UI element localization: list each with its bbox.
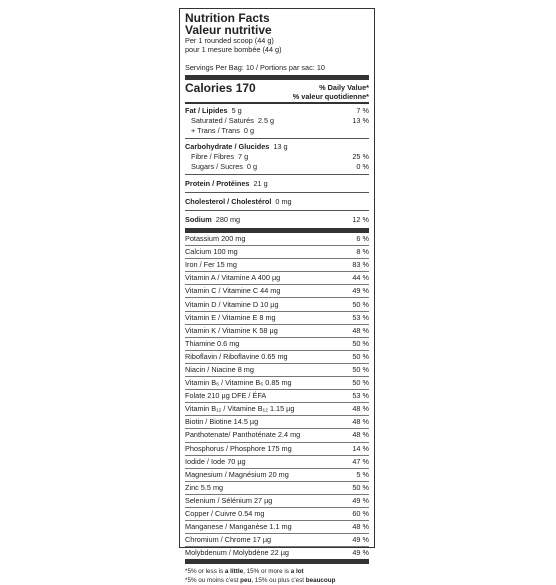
micronutrient-label: Niacin / Niacine 8 mg (185, 364, 254, 374)
micronutrient-dv: 50 % (352, 364, 369, 374)
micronutrient-dv: 14 % (352, 443, 369, 453)
protein-amount: 21 g (253, 179, 268, 188)
nutrition-facts-label (179, 8, 375, 585)
micronutrient-dv: 48 % (352, 404, 369, 414)
micronutrient-row (185, 468, 369, 481)
micronutrient-label: Riboflavin / Riboflavine 0.65 mg (185, 351, 288, 361)
carbohydrate-row (185, 139, 369, 152)
micronutrient-label: Manganese / Manganèse 1.1 mg (185, 522, 292, 532)
micronutrient-dv: 49 % (352, 286, 369, 296)
micronutrient-row (185, 402, 369, 415)
micronutrient-dv: 48 % (352, 522, 369, 532)
micronutrient-list (185, 233, 369, 559)
sugars-amount: 0 g (246, 162, 258, 171)
micronutrient-label: Iron / Fer 15 mg (185, 260, 237, 270)
footnote-fr: *5% ou moins c'est peu, 15% ou plus c'est beaucoup (185, 577, 336, 585)
micronutrient-row (185, 363, 369, 376)
micronutrient-dv: 48 % (352, 325, 369, 335)
fat-amount: 5 g (231, 106, 242, 115)
micronutrient-label: Vitamin K / Vitamine K 58 µg (185, 325, 278, 335)
fat-dv: 7 % (356, 106, 369, 115)
micronutrient-dv: 44 % (352, 273, 369, 283)
fibre-amount: 7 g (237, 152, 249, 161)
micronutrient-row (185, 233, 369, 245)
trans-row (185, 126, 369, 138)
carbohydrate-amount: 13 g (273, 142, 288, 151)
sugars-dv: 0 % (356, 162, 369, 171)
micronutrient-label: Zinc 5.5 mg (185, 482, 224, 492)
carbohydrate-label: Carbohydrate / Glucides (185, 142, 270, 151)
serving-size-en: Per 1 rounded scoop (44 g) (185, 36, 274, 45)
sugars-label: Sugars / Sucres (191, 162, 243, 171)
micronutrient-row (185, 520, 369, 533)
saturated-amount: 2.5 g (257, 116, 275, 125)
saturated-label: Saturated / Saturés (191, 116, 254, 125)
title-fr: Valeur nutritive (185, 23, 272, 37)
micronutrient-label: Phosphorus / Phosphore 175 mg (185, 443, 292, 453)
micronutrient-row (185, 546, 369, 559)
micronutrient-label: Molybdenum / Molybdène 22 µg (185, 548, 289, 558)
cholesterol-label: Cholesterol / Cholestérol (185, 197, 272, 206)
servings-per-bag: Servings Per Bag: 10 / Portions par sac: 10 (185, 63, 325, 72)
micronutrient-row (185, 481, 369, 494)
micronutrient-row (185, 376, 369, 389)
micronutrient-label: Folate 210 µg DFE / ÉFA (185, 391, 267, 401)
micronutrient-label: Copper / Cuivre 0.54 mg (185, 509, 265, 519)
micronutrient-label: Vitamin B₆ / Vitamine B₆ 0.85 mg (185, 378, 292, 388)
micronutrient-dv: 5 % (356, 469, 369, 479)
cholesterol-amount: 0 mg (275, 197, 292, 206)
micronutrient-label: Vitamin E / Vitamine E 8 mg (185, 312, 276, 322)
micronutrient-row (185, 494, 369, 507)
fat-label: Fat / Lipides (185, 106, 228, 115)
micronutrient-label: Panthotenate/ Panthoténate 2.4 mg (185, 430, 301, 440)
micronutrient-row (185, 284, 369, 297)
micronutrient-row (185, 311, 369, 324)
micronutrient-label: Vitamin B₁₂ / Vitamine B₁₂ 1.15 µg (185, 404, 295, 414)
micronutrient-row (185, 350, 369, 363)
micronutrient-dv: 50 % (352, 338, 369, 348)
micronutrient-label: Biotin / Biotine 14.5 µg (185, 417, 259, 427)
micronutrient-row (185, 324, 369, 337)
micronutrient-dv: 60 % (352, 509, 369, 519)
sodium-row (185, 211, 369, 228)
sodium-amount: 280 mg (215, 215, 241, 224)
sodium-dv: 12 % (352, 215, 369, 224)
micronutrient-dv: 8 % (356, 247, 369, 257)
micronutrient-label: Calcium 100 mg (185, 247, 238, 257)
micronutrient-row (185, 455, 369, 468)
micronutrient-dv: 6 % (356, 234, 369, 244)
sugars-row (185, 162, 369, 174)
protein-row (185, 175, 369, 192)
serving-size-fr: pour 1 mesure bombée (44 g) (185, 45, 282, 54)
micronutrient-dv: 49 % (352, 548, 369, 558)
micronutrient-dv: 53 % (352, 312, 369, 322)
micronutrient-dv: 83 % (352, 260, 369, 270)
daily-value-heading-en: % Daily Value* (319, 83, 369, 92)
daily-value-heading-fr: % valeur quotidienne* (292, 92, 369, 101)
micronutrient-label: Vitamin A / Vitamine A 400 µg (185, 273, 281, 283)
fibre-label: Fibre / Fibres (191, 152, 234, 161)
fibre-row (185, 152, 369, 162)
micronutrient-label: Vitamin D / Vitamine D 10 µg (185, 299, 279, 309)
micronutrient-row (185, 533, 369, 546)
fibre-dv: 25 % (352, 152, 369, 161)
micronutrient-row (185, 389, 369, 402)
micronutrient-row (185, 245, 369, 258)
micronutrient-row (185, 271, 369, 284)
footnote-en: *5% or less is a little, 15% or more is a lot (185, 568, 304, 576)
micronutrient-row (185, 442, 369, 455)
micronutrient-dv: 50 % (352, 351, 369, 361)
micronutrient-dv: 53 % (352, 391, 369, 401)
micronutrient-label: Magnesium / Magnésium 20 mg (185, 469, 289, 479)
micronutrient-dv: 50 % (352, 378, 369, 388)
micronutrient-dv: 50 % (352, 299, 369, 309)
micronutrient-label: Iodide / Iode 70 µg (185, 456, 246, 466)
micronutrient-dv: 47 % (352, 456, 369, 466)
cholesterol-row (185, 193, 369, 210)
micronutrient-label: Selenium / Sélénium 27 µg (185, 495, 273, 505)
footnote (185, 564, 369, 585)
protein-label: Protein / Protéines (185, 179, 250, 188)
trans-label: + Trans / Trans (191, 126, 240, 135)
saturated-trans-dv: 13 % (352, 116, 369, 125)
micronutrient-dv: 48 % (352, 417, 369, 427)
micronutrient-row (185, 258, 369, 271)
micronutrient-label: Vitamin C / Vitamine C 44 mg (185, 286, 281, 296)
micronutrient-row (185, 507, 369, 520)
micronutrient-label: Thiamine 0.6 mg (185, 338, 240, 348)
micronutrient-dv: 48 % (352, 430, 369, 440)
micronutrient-dv: 49 % (352, 495, 369, 505)
fat-row (185, 104, 369, 116)
micronutrient-row (185, 415, 369, 428)
micronutrient-dv: 50 % (352, 482, 369, 492)
micronutrient-dv: 49 % (352, 535, 369, 545)
trans-amount: 0 g (243, 126, 255, 135)
micronutrient-label: Chromium / Chrome 17 µg (185, 535, 272, 545)
micronutrient-row (185, 337, 369, 350)
calories-row (185, 80, 369, 102)
micronutrient-row (185, 428, 369, 441)
sodium-label: Sodium (185, 215, 212, 224)
micronutrient-row (185, 297, 369, 310)
calories: Calories 170 (185, 81, 256, 95)
title-en: Nutrition Facts (185, 11, 270, 25)
micronutrient-label: Potassium 200 mg (185, 234, 246, 244)
saturated-row (185, 116, 369, 126)
